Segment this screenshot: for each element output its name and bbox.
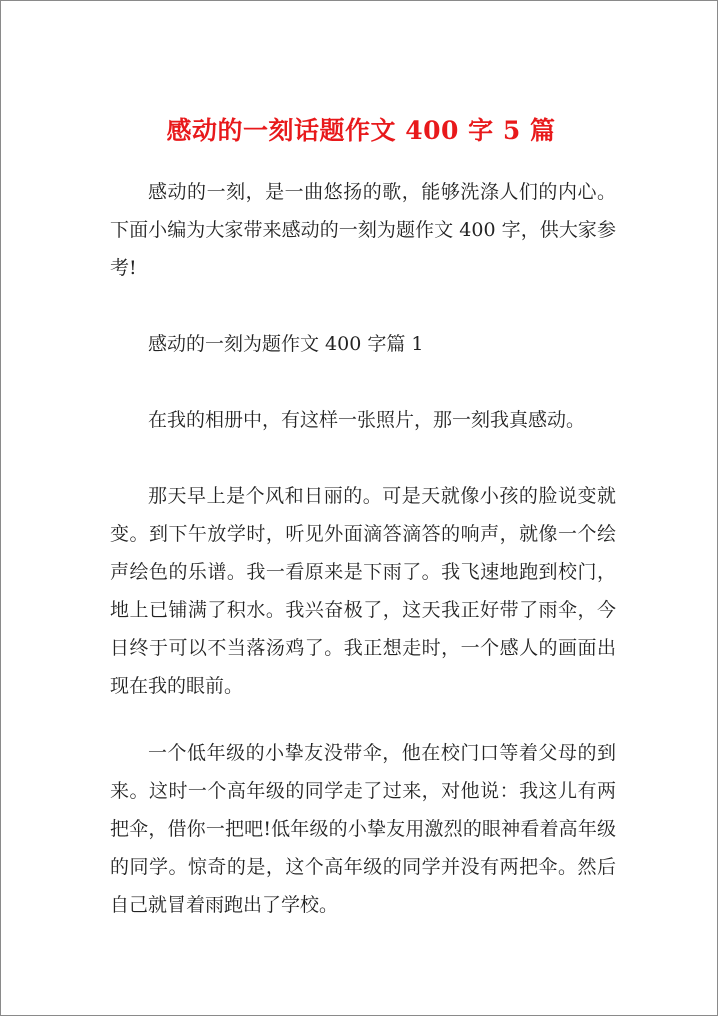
body-paragraph: 一个低年级的小挚友没带伞，他在校门口等着父母的到来。这时一个高年级的同学走了过来，对他说：我这儿有两把伞，借你一把吧!低年级的小挚友用激烈的眼神看着高年级的同学。惊奇的是，这个高年级的同学并没有两把伞。然后自己就冒着雨跑出了学校。 <box>110 742 616 916</box>
document-title: 感动的一刻话题作文 400 字 5 篇 <box>166 116 556 145</box>
intro-paragraph: 感动的一刻，是一曲悠扬的歌，能够洗涤人们的内心。下面小编为大家带来感动的一刻为题作文 400 字，供大家参考! <box>110 181 616 279</box>
section-heading: 感动的一刻为题作文 400 字篇 1 <box>148 333 424 355</box>
body-paragraph: 那天早上是个风和日丽的。可是天就像小孩的脸说变就变。到下午放学时，听见外面滴答滴答的响声，就像一个绘声绘色的乐谱。我一看原来是下雨了。我飞速地跑到校门，地上已铺满了积水。我兴奋极了，这天我正好带了雨伞，今日终于可以不当落汤鸡了。我正想走时，一个感人的画面出现在我的眼前。 <box>110 485 616 697</box>
body-paragraph: 在我的相册中，有这样一张照片，那一刻我真感动。 <box>148 409 586 431</box>
